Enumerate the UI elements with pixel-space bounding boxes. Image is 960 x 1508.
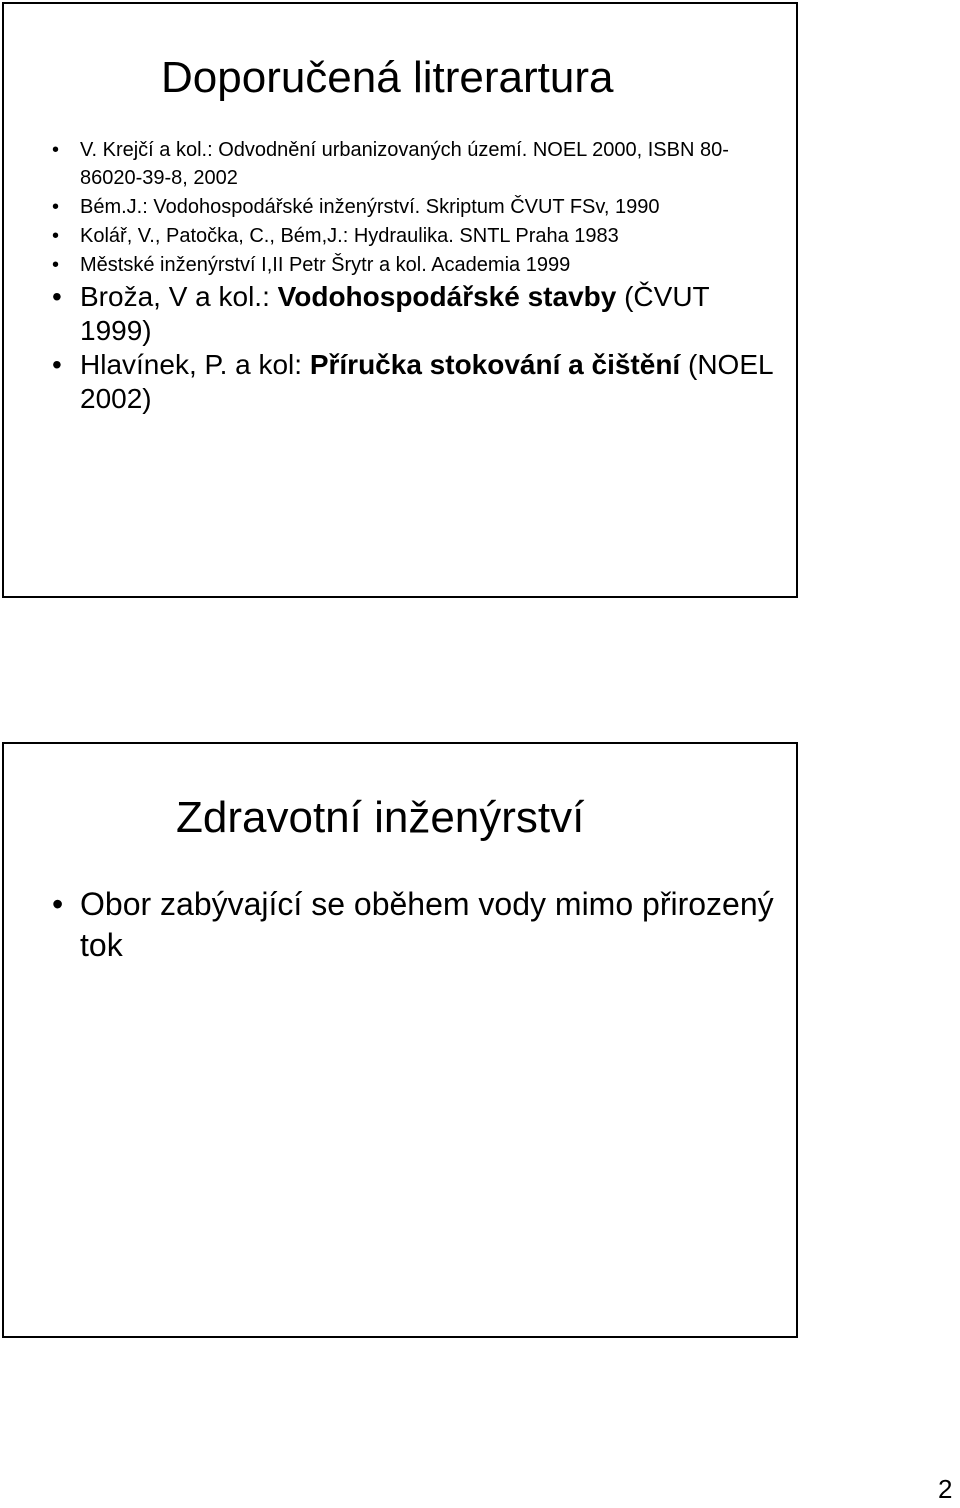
reference-text: Městské inženýrství I,II Petr Šrytr a kol. Academia 1999 bbox=[80, 254, 571, 276]
bullet-icon: • bbox=[52, 225, 60, 247]
reference-publisher: (NOEL 2002) bbox=[80, 349, 773, 414]
reference-item bbox=[48, 136, 788, 192]
bullet-icon: • bbox=[52, 886, 64, 922]
definition-list bbox=[48, 884, 788, 966]
bullet-icon: • bbox=[52, 281, 62, 312]
reference-text: Kolář, V., Patočka, C., Bém,J.: Hydraulika. SNTL Praha 1983 bbox=[80, 225, 619, 247]
reference-text: Bém.J.: Vodohospodářské inženýrství. Skriptum ČVUT FSv, 1990 bbox=[80, 196, 660, 218]
reference-text: V. Krejčí a kol.: Odvodnění urbanizovaných území. NOEL 2000, ISBN 80-86020-39-8, 2002 bbox=[80, 139, 729, 189]
reference-authors: Hlavínek, P. a kol: bbox=[80, 349, 310, 380]
reference-title: Příručka stokování a čištění bbox=[309, 349, 681, 380]
reference-item bbox=[48, 193, 788, 221]
definition-item bbox=[48, 884, 788, 966]
reference-item bbox=[48, 222, 788, 250]
reference-publisher: (ČVUT 1999) bbox=[80, 281, 710, 346]
slide-sanitary-engineering bbox=[2, 742, 798, 1338]
slide-literature bbox=[2, 2, 798, 598]
slide-title: Zdravotní inženýrství bbox=[176, 793, 585, 842]
reference-item bbox=[48, 348, 788, 416]
reference-title: Vodohospodářské stavby bbox=[277, 281, 617, 312]
reference-authors: Broža, V a kol.: bbox=[80, 281, 278, 312]
reference-list bbox=[48, 136, 788, 416]
bullet-icon: • bbox=[52, 139, 60, 161]
reference-item bbox=[48, 280, 788, 348]
slide-title: Doporučená litrerartura bbox=[161, 53, 614, 102]
definition-text: Obor zabývající se oběhem vody mimo přirozený tok bbox=[80, 886, 774, 963]
page-number: 2 bbox=[938, 1474, 953, 1504]
reference-item bbox=[48, 251, 788, 279]
bullet-icon: • bbox=[52, 254, 60, 276]
bullet-icon: • bbox=[52, 349, 62, 380]
bullet-icon: • bbox=[52, 196, 60, 218]
